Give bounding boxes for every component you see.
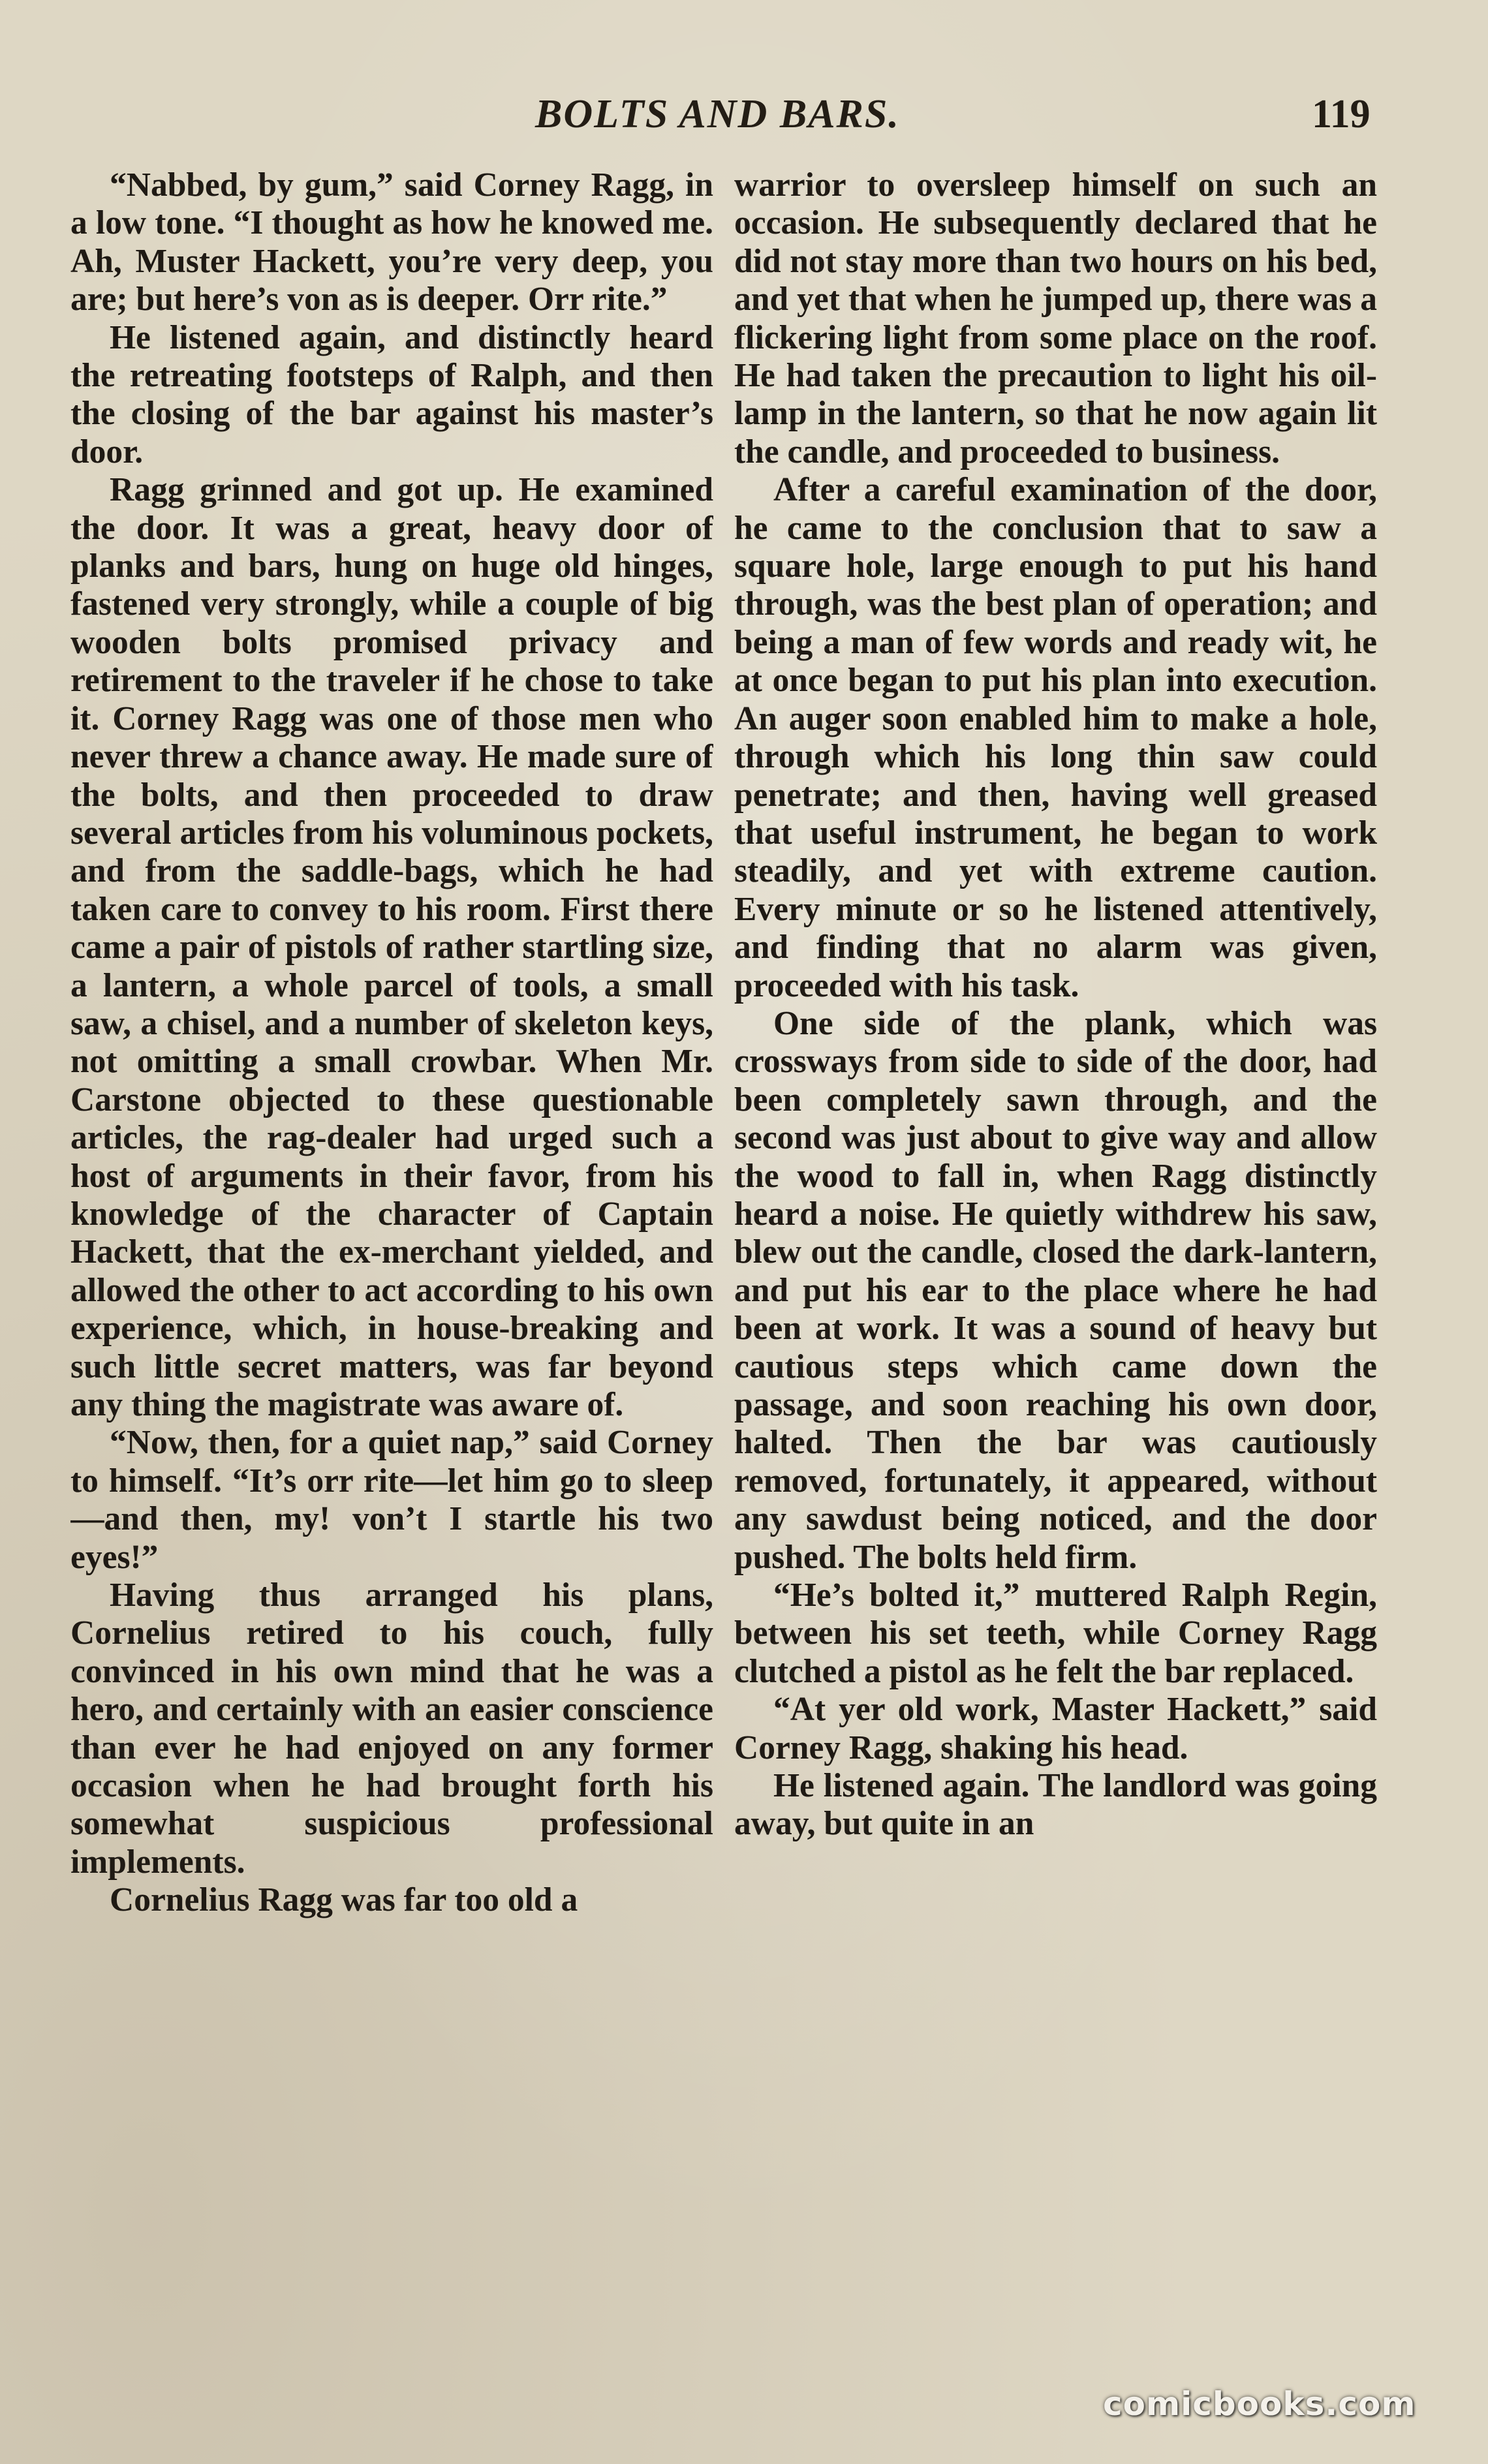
paragraph: Ragg grinned and got up. He examined the door. It was a great, heavy door of planks and bars, hung on huge old hinges, fastened very strongly, while a couple of big wooden bolts promised privacy and retirement to the traveler if he chose to take it. Corney Ragg was one of those men who never threw a chance away. He made sure of the bolts, and then proceeded to draw several articles from his voluminous pockets, and from the saddle-bags, which he had taken care to convey to his room. First there came a pair of pistols of rather startling size, a lantern, a whole parcel of tools, a small saw, a chisel, and a number of skeleton keys, not omitting a small crowbar. When Mr. Carstone objected to these questionable articles, the rag-dealer had urged such a host of arguments in their favor, from his knowledge of the character of Captain Hackett, that the ex-merchant yielded, and allowed the other to act according to his own experience, which, in house-breaking and such little secret matters, was far beyond any thing the magistrate was aware of. (70, 471, 713, 1423)
paragraph: “Now, then, for a quiet nap,” said Corney to himself. “It’s orr rite—let him go to sleep—and then, my! von’t I startle his two eyes!” (70, 1424, 713, 1576)
paragraph: “He’s bolted it,” muttered Ralph Regin, between his set teeth, while Corney Ragg clutched a pistol as he felt the bar replaced. (734, 1577, 1377, 1690)
paragraph: “Nabbed, by gum,” said Corney Ragg, in a low tone. “I thought as how he knowed me. Ah, Muster Hackett, you’re very deep, you are; but here’s von as is deeper. Orr rite.” (70, 166, 713, 318)
right-column (734, 166, 1377, 2339)
paragraph: Having thus arranged his plans, Cornelius retired to his couch, fully convinced in his own mind that he was a hero, and certainly with an easier conscience than ever he had enjoyed on any former occasion when he had brought forth his somewhat suspicious professional implements. (70, 1577, 713, 1881)
left-column (70, 166, 713, 2339)
page-number: 119 (1312, 92, 1371, 136)
watermark: comicbooks.com (1103, 2385, 1416, 2423)
paragraph: Cornelius Ragg was far too old a (110, 1881, 578, 1919)
paragraph: After a careful examination of the door, he came to the conclusion that to saw a square hole, large enough to put his hand through, was the best plan of operation; and being a man of few words and ready wit, he at once began to put his plan into execution. An auger soon enabled him to make a hole, through which his long thin saw could penetrate; and then, having well greased that useful instrument, he began to work steadily, and yet with extreme caution. Every minute or so he listened attentively, and finding that no alarm was given, proceeded with his task. (734, 471, 1377, 1004)
page-header (0, 72, 1488, 150)
paragraph: One side of the plank, which was crossways from side to side of the door, had been completely sawn through, and the second was just about to give way and allow the wood to fall in, when Ragg distinctly heard a noise. He quietly withdrew his saw, blew out the candle, closed the dark-lantern, and put his ear to the place where he had been at work. It was a sound of heavy but cautious steps which came down the passage, and soon reaching his own door, halted. Then the bar was cautiously removed, fortunately, it appeared, without any sawdust being noticed, and the door pushed. The bolts held firm. (734, 1004, 1377, 1576)
paragraph: He listened again, and distinctly heard the retreating footsteps of Ralph, and then the closing of the bar against his master’s door. (70, 318, 713, 470)
running-title: BOLTS AND BARS. (535, 92, 900, 136)
paragraph: He listened again. The landlord was going away, but quite in an (734, 1767, 1377, 1843)
paragraph: “At yer old work, Master Hackett,” said Corney Ragg, shaking his head. (734, 1691, 1377, 1766)
paragraph-continued: warrior to oversleep himself on such an occasion. He subsequently declared that he did not stay more than two hours on his bed, and yet that when he jumped up, there was a flickering light from some place on the roof. He had taken the precaution to light his oil-lamp in the lantern, so that he now again lit the candle, and proceeded to business. (734, 166, 1377, 470)
